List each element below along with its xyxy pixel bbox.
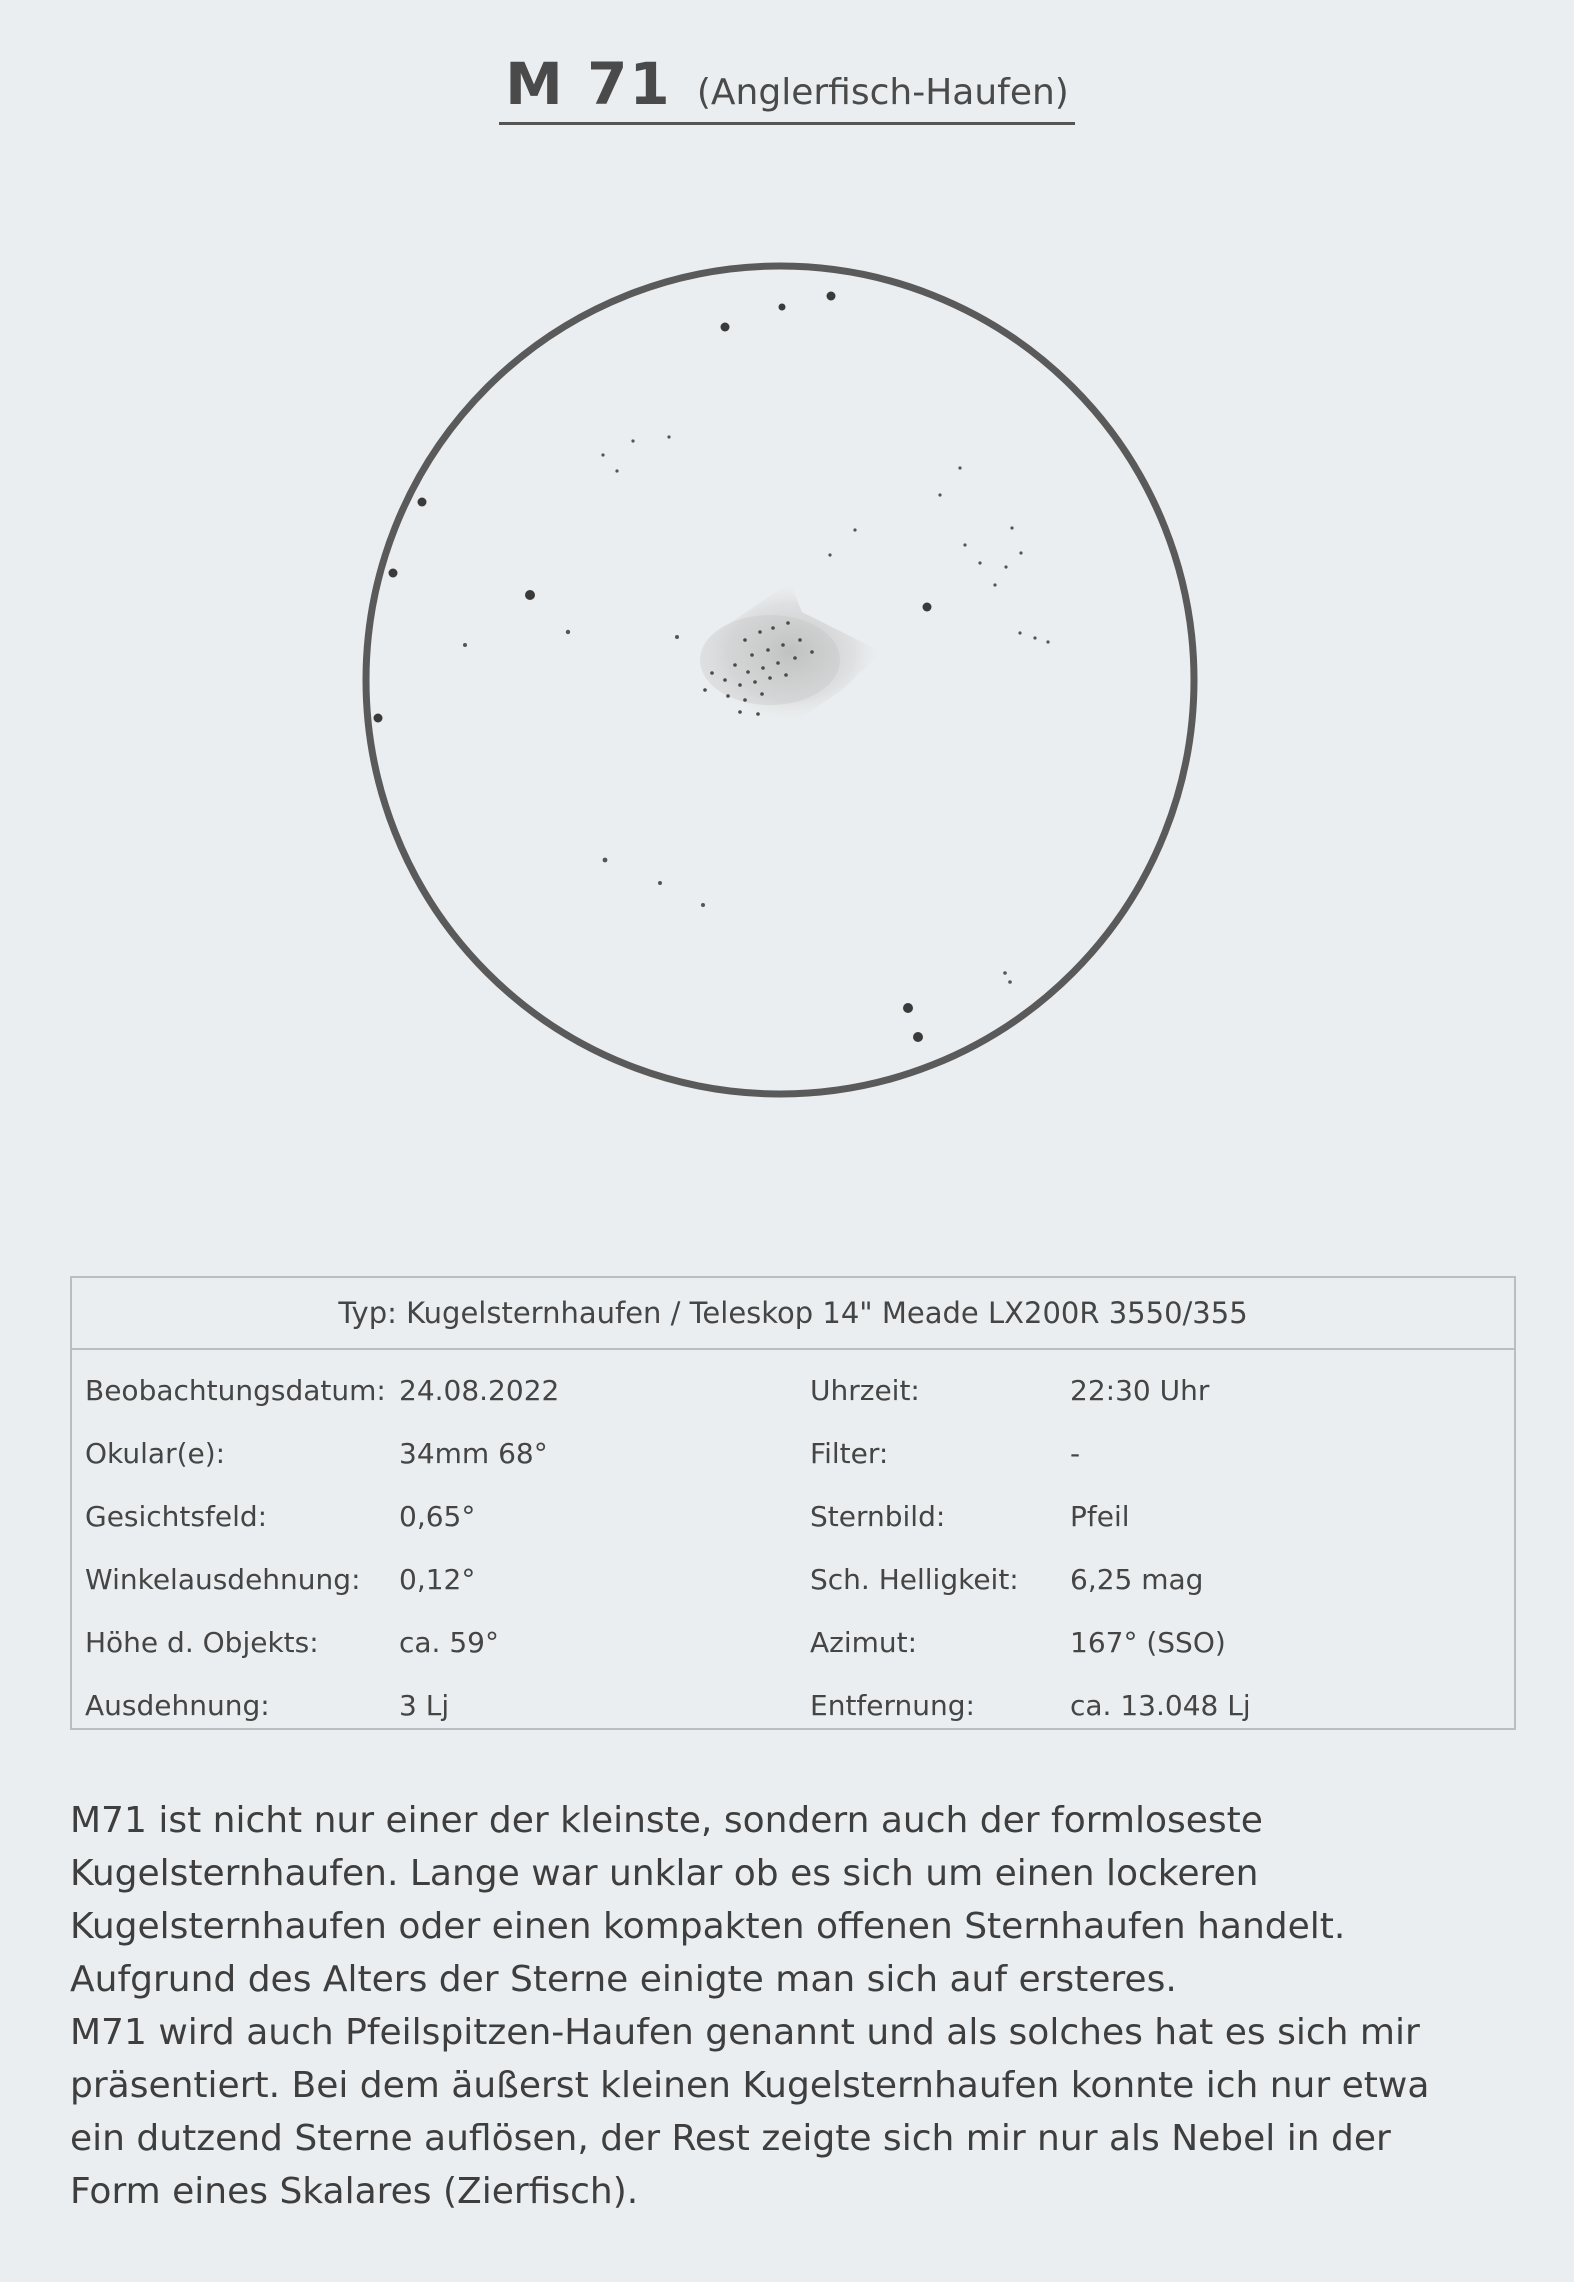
row-value: 0,65° <box>399 1500 476 1533</box>
row-label: Entfernung: <box>810 1689 975 1722</box>
description-line: Kugelsternhaufen. Lange war unklar ob es sich um einen lockeren <box>70 1853 1259 1894</box>
description-line: präsentiert. Bei dem äußerst kleinen Kugelsternhaufen konnte ich nur etwa <box>70 2065 1430 2106</box>
table-header: Typ: Kugelsternhaufen / Teleskop 14" Meade LX200R 3550/355 <box>72 1278 1514 1350</box>
row-label: Winkelausdehnung: <box>85 1563 361 1596</box>
row-label: Sch. Helligkeit: <box>810 1563 1019 1596</box>
title-object-name: M 71 <box>505 50 672 118</box>
row-label: Sternbild: <box>810 1500 946 1533</box>
description-line: Aufgrund des Alters der Sterne einigte man sich auf ersteres. <box>70 1959 1177 2000</box>
table-row <box>72 1476 1514 1539</box>
row-value: Pfeil <box>1070 1500 1130 1533</box>
row-label: Gesichtsfeld: <box>85 1500 268 1533</box>
row-label: Beobachtungsdatum: <box>85 1374 386 1407</box>
row-value: 22:30 Uhr <box>1070 1374 1210 1407</box>
description-line: ein dutzend Sterne auflösen, der Rest zeigte sich mir nur als Nebel in der <box>70 2118 1391 2159</box>
row-value: 24.08.2022 <box>399 1374 560 1407</box>
row-label: Uhrzeit: <box>810 1374 920 1407</box>
description-line: M71 ist nicht nur einer der kleinste, sondern auch der formloseste <box>70 1800 1263 1841</box>
observation-data-table <box>70 1276 1516 1730</box>
row-value: 167° (SSO) <box>1070 1626 1226 1659</box>
description-line: Kugelsternhaufen oder einen kompakten offenen Sternhaufen handelt. <box>70 1906 1346 1947</box>
row-value: 0,12° <box>399 1563 476 1596</box>
row-label: Okular(e): <box>85 1437 226 1470</box>
title-nickname: (Anglerfisch-Haufen) <box>696 72 1069 113</box>
table-row <box>72 1665 1514 1728</box>
table-row <box>72 1350 1514 1413</box>
row-value: 3 Lj <box>399 1689 450 1722</box>
table-row <box>72 1413 1514 1476</box>
row-value: ca. 13.048 Lj <box>1070 1689 1251 1722</box>
row-value: - <box>1070 1437 1081 1470</box>
row-label: Ausdehnung: <box>85 1689 270 1722</box>
row-label: Filter: <box>810 1437 889 1470</box>
row-value: ca. 59° <box>399 1626 499 1659</box>
row-value: 6,25 mag <box>1070 1563 1204 1596</box>
table-row <box>72 1539 1514 1602</box>
table-row <box>72 1602 1514 1665</box>
table-body <box>72 1350 1514 1728</box>
description-text <box>70 1794 1530 2218</box>
description-line: M71 wird auch Pfeilspitzen-Haufen genannt und als solches hat es sich mir <box>70 2012 1420 2053</box>
row-value: 34mm 68° <box>399 1437 548 1470</box>
row-label: Höhe d. Objekts: <box>85 1626 319 1659</box>
row-label: Azimut: <box>810 1626 918 1659</box>
description-line: Form eines Skalares (Zierfisch). <box>70 2171 639 2212</box>
